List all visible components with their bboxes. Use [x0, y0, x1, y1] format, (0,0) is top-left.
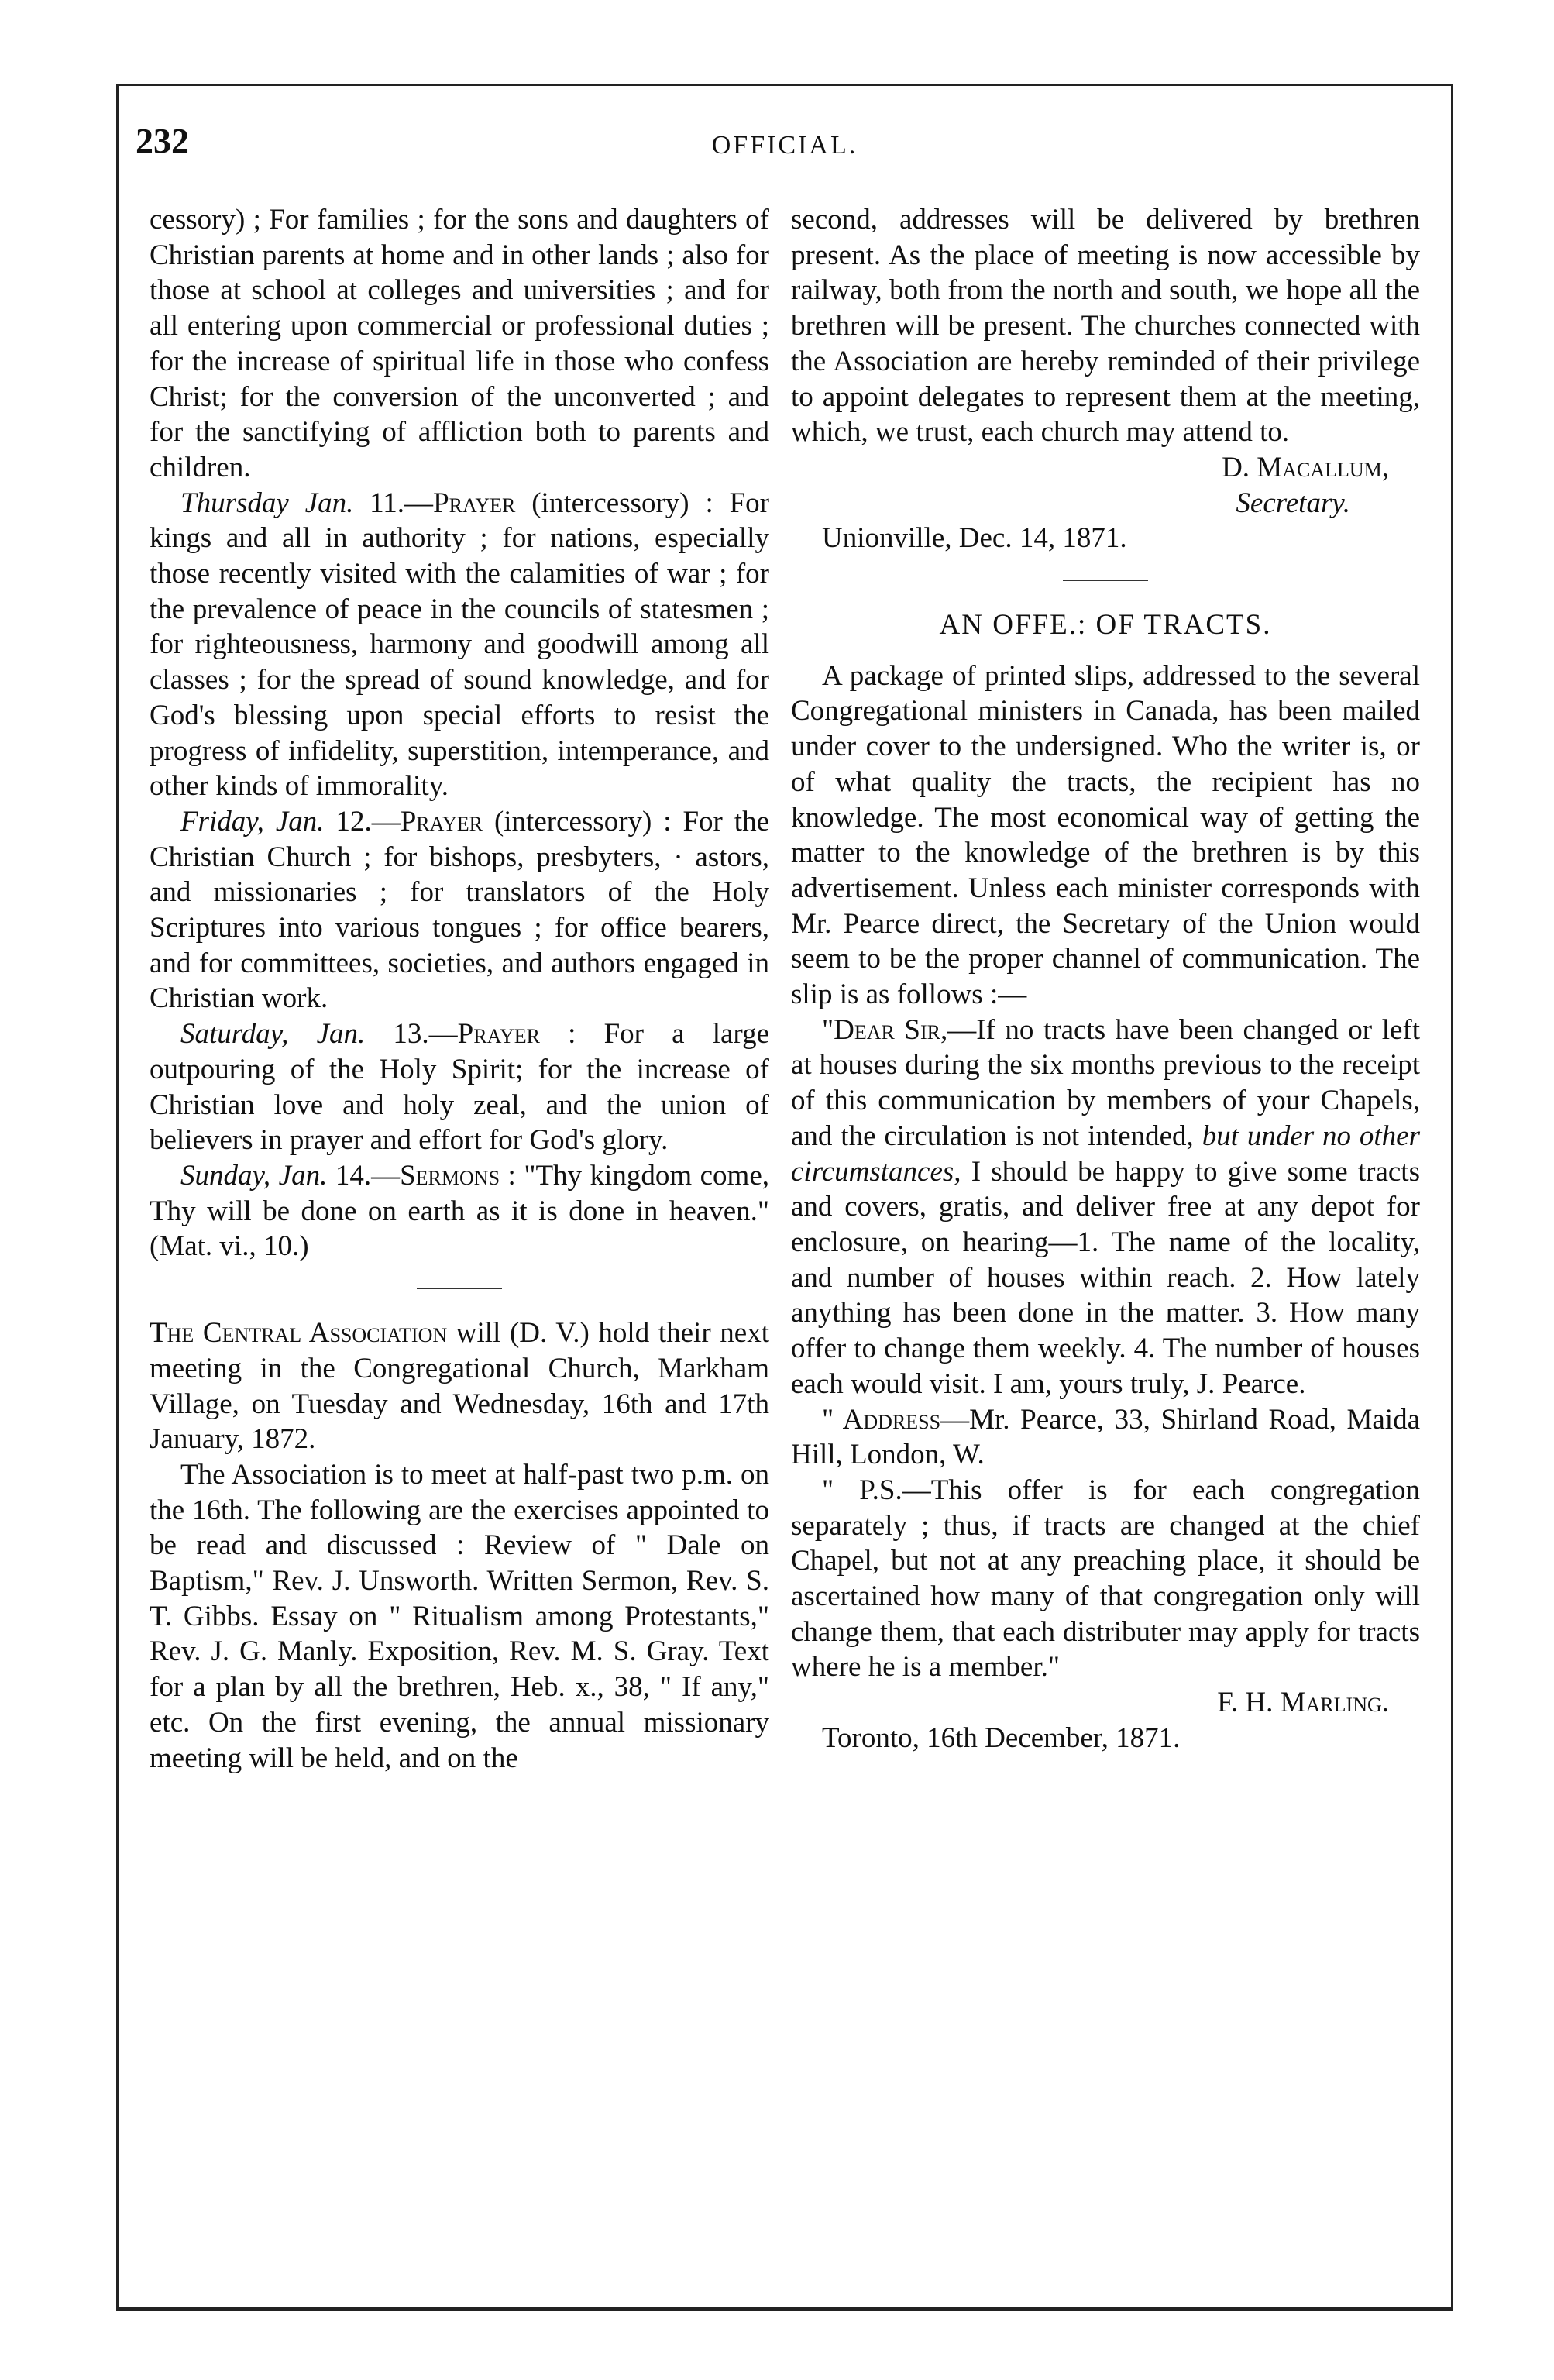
kw-dear-sir: "Dear Sir,	[822, 1013, 948, 1046]
date-friday: Friday, Jan.	[180, 805, 325, 837]
kw-address: " Address	[822, 1403, 941, 1436]
paragraph-tracts: A package of printed slips, addressed to the several Congregational ministers in Canada, has been mailed under cover to the undersigned. Who the writer is, or of what quality the tracts, the recipient has no knowledge. The most economical way of getting the matter to the knowledge of the brethren is by this advertisement. Unless each minister corresponds with Mr. Pearce direct, the Secretary of the Union would seem to be the proper channel of communication. The slip is as follows :—	[791, 659, 1420, 1011]
text-sunday: : "Thy kingdom come, Thy will be done on earth as it is done in heaven." (Mat. vi., 10.)	[150, 1159, 770, 1263]
italic-dear-sir: but under no other circumstances,	[791, 1119, 1421, 1188]
page-number: 232	[136, 121, 189, 160]
text-friday: (intercessory) : For the Christian Church ; for bishops, presbyters, · astors, and missionaries ; for translators of the Holy Scriptures into various tongues ; for office bearers, and for committees, societies, and authors engaged in Christian work.	[150, 805, 770, 1015]
date-thursday: Thursday Jan.	[180, 487, 354, 519]
paragraph-families: cessory) ; For families ; for the sons and daughters of Christian parents at home and in other lands ; also for those at school at colleges and universities ; and for all entering upon commercial or professional duties ; for the increase of spiritual life in those who confess Christ; for the conversion of the unconverted ; and for the sanctifying of affliction both to parents and children.	[150, 204, 769, 483]
signature-marling: F. H. Marling.	[1217, 1687, 1389, 1719]
num-saturday: 13.—	[365, 1018, 458, 1051]
signature-title: Secretary.	[1236, 487, 1350, 519]
bottom-rule	[116, 2307, 1453, 2311]
num-thursday: 11.—	[353, 487, 434, 519]
num-sunday: 14.—	[327, 1159, 401, 1192]
paragraph-friday	[150, 804, 769, 1016]
signature-macallum: D. Macallum,	[1222, 451, 1389, 483]
paragraph-sunday	[150, 1158, 769, 1264]
left-column	[150, 202, 769, 1776]
date-saturday: Saturday, Jan.	[180, 1018, 366, 1051]
divider-rule	[1063, 580, 1148, 581]
paragraph-saturday	[150, 1016, 769, 1158]
date-sunday: Sunday, Jan.	[180, 1159, 328, 1192]
page-header	[119, 86, 1451, 179]
dateline-unionville: Unionville, Dec. 14, 1871.	[822, 522, 1127, 555]
paragraph-dear-sir	[791, 1013, 1420, 1402]
right-column	[791, 202, 1420, 1756]
section-heading-tracts: AN OFFE.: OF TRACTS.	[939, 609, 1272, 641]
num-friday: 12.—	[324, 805, 401, 837]
paragraph-thursday	[150, 486, 769, 804]
paragraph-continued: second, addresses will be delivered by brethren present. As the place of meeting is now accessible by railway, both from the north and south, we hope all the brethren will be present. The churches connected with the Association are hereby reminded of their privilege to appoint delegates to represent them at the meeting, which, we trust, each church may attend to.	[791, 204, 1420, 449]
kw-central-association: The Central Association	[150, 1317, 448, 1350]
paragraph-association-exercises: The Association is to meet at half-past two p.m. on the 16th. The following are the exercises appointed to be read and discussed : Review of " Dale on Baptism," Rev. J. Unsworth. Written Sermon, Rev. S. T. Gibbs. Essay on " Ritualism among Protestants," Rev. J. G. Manly. Exposition, Rev. M. S. Gray. Text for a plan by all the brethren, Heb. x., 38, " If any," etc. On the first evening, the annual missionary meeting will be held, and on the	[150, 1458, 769, 1774]
kw-saturday: Prayer	[457, 1018, 540, 1051]
text-saturday: : For a large outpouring of the Holy Spirit; for the increase of Christian love and holy zeal, and the union of believers in prayer and effort for God's glory.	[150, 1018, 769, 1157]
dateline-toronto: Toronto, 16th December, 1871.	[822, 1721, 1181, 1754]
kw-friday: Prayer	[400, 805, 483, 837]
divider-rule	[417, 1288, 502, 1289]
paragraph-ps: " P.S.—This offer is for each congregation separately ; thus, if tracts are changed at the chief Chapel, but not at any preaching place, it should be ascertained how many of that congregation only will change them, that each distributer may apply for tracts where he is a member."	[791, 1474, 1420, 1684]
kw-sunday: Sermons	[400, 1159, 500, 1192]
text-dear-sir: —If no tracts have been changed or left at houses during the six months previous to the receipt of this communication by members of your Chapels, and the circulation is not intended,	[791, 1013, 1420, 1152]
text-address: —Mr. Pearce, 33, Shirland Road, Maida Hill, London, W.	[791, 1403, 1420, 1471]
kw-thursday: Prayer	[433, 487, 516, 519]
paragraph-central-association	[150, 1316, 769, 1457]
paragraph-address	[791, 1402, 1420, 1473]
text-thursday: (intercessory) : For kings and all in authority ; for nations, especially those recently visited with the calamities of war ; for the prevalence of peace in the councils of statesmen ; for righteousness, harmony and goodwill among all classes ; for the spread of sound knowledge, and for God's blessing upon special efforts to resist the progress of infidelity, superstition, intemperance, and other kinds of immorality.	[150, 487, 769, 803]
page-frame	[116, 84, 1453, 2309]
text-central-association: will (D. V.) hold their next meeting in the Congregational Church, Markham Village, on Tuesday and Wednesday, 16th and 17th January, 1872.	[150, 1317, 769, 1456]
text-dear-sir-2: I should be happy to give some tracts and covers, gratis, and deliver free at any depot for enclosure, on hearing—1. The name of the locality, and number of houses within reach. 2. How lately anything has been done in the matter. 3. How many offer to change them weekly. 4. The number of houses each would visit. I am, yours truly, J. Pearce.	[791, 1155, 1420, 1400]
running-head: OFFICIAL.	[711, 131, 858, 160]
